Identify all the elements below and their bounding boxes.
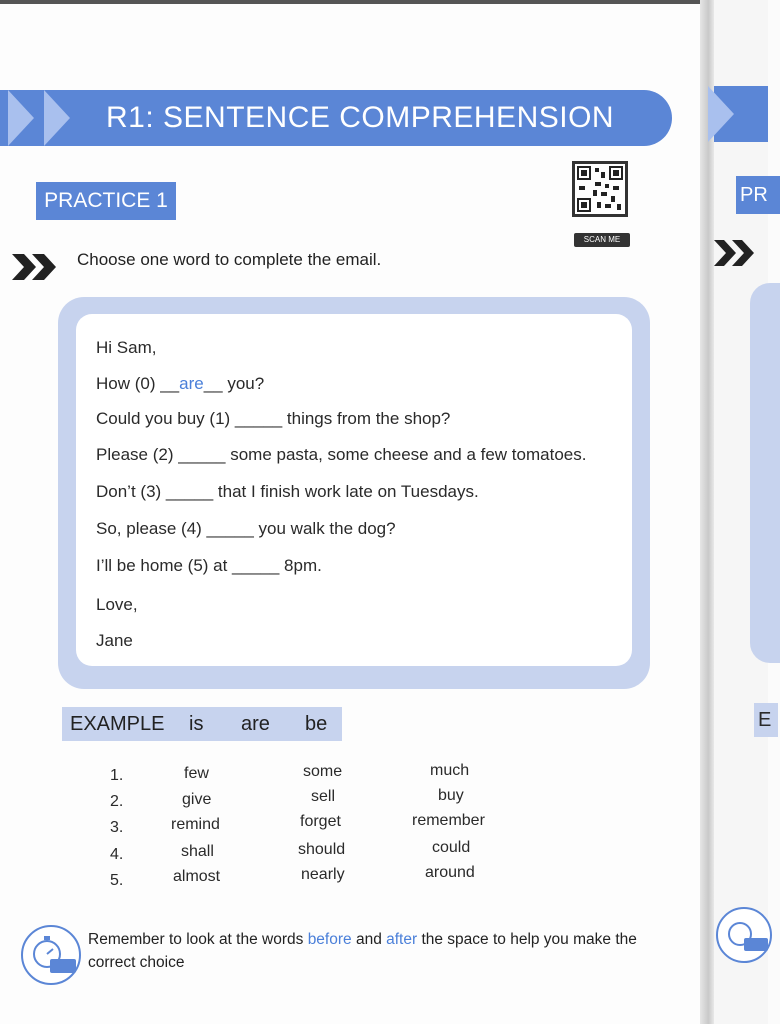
option-a[interactable]: few	[184, 765, 209, 782]
email-line-2: Please (2) _____ some pasta, some cheese and a few tomatoes.	[96, 445, 587, 464]
chevron-icon	[44, 90, 70, 146]
section-title: R1: SENTENCE COMPREHENSION	[106, 101, 615, 134]
quick-tip	[88, 928, 688, 974]
email-line-4: So, please (4) _____ you walk the dog?	[96, 519, 396, 538]
option-number: 4.	[110, 846, 124, 863]
email-line-3: Don’t (3) _____ that I finish work late on Tuesdays.	[96, 482, 479, 501]
option-a[interactable]: almost	[173, 868, 221, 885]
option-b[interactable]: some	[303, 763, 343, 780]
example-option: be	[305, 713, 328, 735]
email-line-0	[96, 374, 264, 394]
option-number: 5.	[110, 872, 124, 889]
next-page-sliver	[714, 0, 772, 1024]
option-number: 1.	[110, 767, 124, 784]
option-number: 3.	[110, 819, 124, 836]
option-a[interactable]: shall	[181, 843, 214, 860]
option-c[interactable]: remember	[412, 812, 485, 829]
tip-text: and	[351, 931, 387, 948]
tip-text: Remember to look at the words	[88, 931, 308, 948]
chevron-icon	[8, 90, 34, 146]
option-c[interactable]: around	[425, 864, 475, 881]
email-greeting: Hi Sam,	[96, 338, 157, 357]
example-answer: are	[179, 374, 204, 393]
email-line-1: Could you buy (1) _____ things from the shop?	[96, 409, 451, 428]
example-option: is	[189, 713, 204, 735]
scan-me-label: SCAN ME	[574, 233, 630, 247]
example-option: are	[241, 713, 270, 735]
option-a[interactable]: give	[182, 791, 212, 808]
next-banner	[714, 86, 768, 142]
next-practice-tag: PR	[736, 176, 780, 214]
tip-highlight-after: after	[386, 931, 418, 948]
double-chevron-icon	[714, 238, 760, 268]
example-label: EXAMPLE	[70, 713, 165, 735]
example-box	[62, 707, 342, 741]
option-c[interactable]: buy	[438, 787, 464, 804]
option-c[interactable]: much	[430, 762, 470, 779]
page-gutter	[700, 0, 714, 1024]
email-line-5: I’ll be home (5) at _____ 8pm.	[96, 556, 322, 575]
qr-code-icon[interactable]	[572, 161, 628, 217]
option-c[interactable]: could	[432, 839, 471, 856]
option-b[interactable]: sell	[311, 788, 336, 805]
practice-label: PRACTICE 1	[36, 182, 176, 220]
option-b[interactable]: should	[298, 841, 346, 858]
email-signoff: Love,	[96, 595, 138, 614]
option-number: 2.	[110, 793, 124, 810]
email-line-0-end: __ you?	[203, 374, 265, 393]
next-email-frame	[750, 283, 780, 663]
email-signature: Jane	[96, 631, 133, 650]
tip-text: the space to help you make the	[417, 931, 637, 948]
option-b[interactable]: forget	[300, 813, 341, 830]
option-a[interactable]: remind	[171, 816, 220, 833]
next-example-tag: E	[754, 703, 778, 737]
email-line-0-start: How (0) __	[96, 374, 180, 393]
task-instruction: Choose one word to complete the email.	[77, 250, 382, 269]
chevron-icon	[708, 86, 734, 142]
option-b[interactable]: nearly	[301, 866, 345, 883]
tip-text: correct choice	[88, 954, 185, 971]
double-chevron-icon	[10, 252, 62, 282]
quick-tips-stopwatch-icon	[714, 905, 774, 965]
quick-tips-stopwatch-icon	[20, 924, 82, 986]
tip-highlight-before: before	[307, 931, 352, 948]
